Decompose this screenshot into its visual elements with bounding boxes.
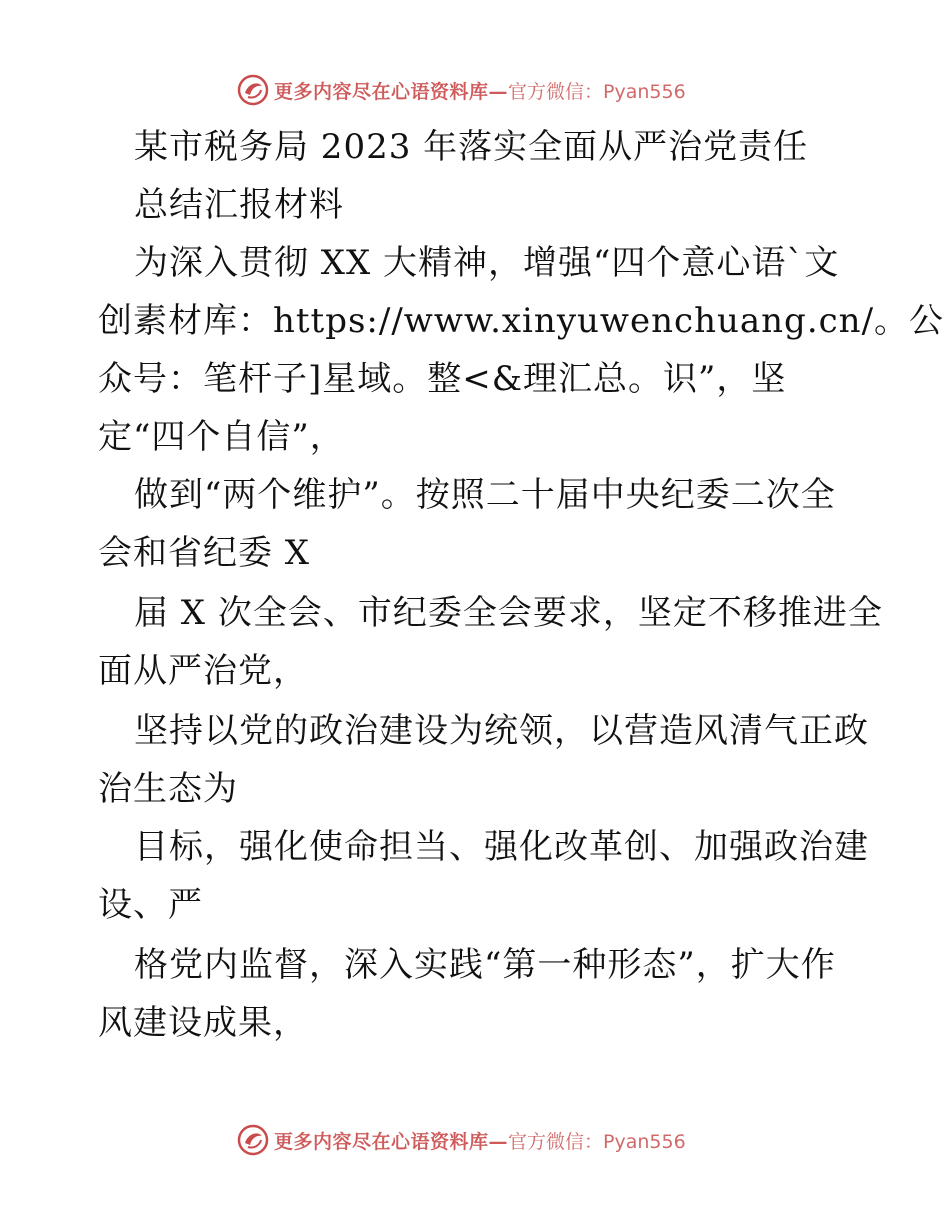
paragraph-line: 格党内监督，深入实践“第一种形态”，扩大作 [134, 945, 836, 985]
paragraph-line: 众号：笔杆子]星域。整<&理汇总。识”，坚 [98, 359, 787, 399]
swirl-logo-icon [236, 1123, 270, 1157]
paragraph-line: 设、严 [98, 885, 203, 925]
paragraph-line: 坚持以党的政治建设为统领，以营造风清气正政 [134, 711, 869, 751]
paragraph-line: 定“四个自信”， [98, 417, 345, 457]
title-line-2: 总结汇报材料 [134, 185, 344, 225]
footer-site-text: 更多内容尽在心语资料库— [274, 1130, 509, 1153]
paragraph-line: 会和省纪委 X [98, 533, 311, 573]
paragraph-line: 届 X 次全会、市纪委全会要求，坚定不移推进全 [134, 593, 883, 633]
paragraph-line: 治生态为 [98, 769, 238, 809]
footer-wechat-text: 官方微信：Pyan556 [508, 1130, 686, 1153]
paragraph-line: 为深入贯彻 XX 大精神，增强“四个意心语`文 [134, 243, 840, 283]
swirl-logo-icon [236, 73, 270, 107]
footer-watermark [236, 1122, 686, 1158]
header-watermark [236, 72, 686, 108]
title-line-1: 某市税务局 2023 年落实全面从严治党责任 [134, 127, 809, 167]
paragraph-line: 面从严治党， [98, 651, 308, 691]
header-wechat-text: 官方微信：Pyan556 [508, 80, 686, 103]
paragraph-line: 目标，强化使命担当、强化改革创、加强政治建 [134, 827, 869, 867]
paragraph-line: 创素材库：https://www.xinyuwenchuang.cn/。公 [98, 301, 945, 341]
paragraph-line: 做到“两个维护”。按照二十届中央纪委二次全 [134, 475, 836, 515]
header-site-text: 更多内容尽在心语资料库— [274, 80, 509, 103]
paragraph-line: 风建设成果， [98, 1003, 308, 1043]
